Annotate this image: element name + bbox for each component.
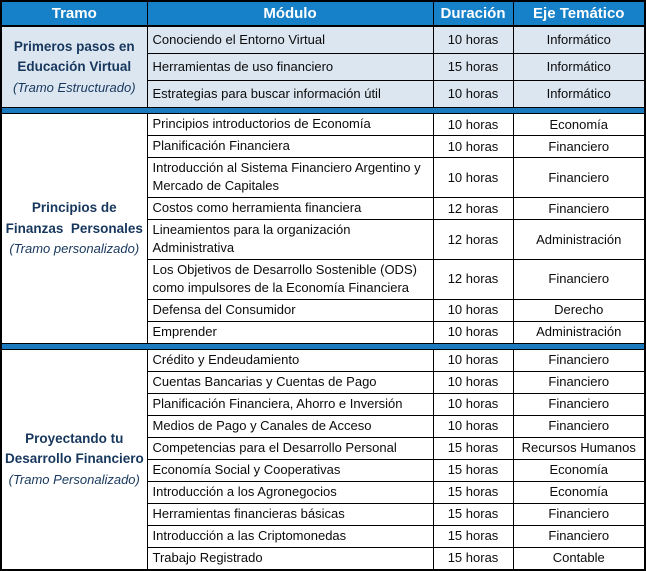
col-header-tramo: Tramo [1, 1, 147, 26]
duracion-cell: 15 horas [433, 503, 513, 525]
modulo-cell: Defensa del Consumidor [147, 299, 433, 321]
modulo-cell: Economía Social y Cooperativas [147, 459, 433, 481]
eje-tematico-cell: Financiero [513, 136, 645, 158]
eje-tematico-cell: Administración [513, 219, 645, 259]
tramo-subtitle: (Tramo Estructurado) [12, 79, 136, 95]
tramo-cell [1, 349, 147, 570]
eje-tematico-cell: Financiero [513, 158, 645, 198]
tramo-name-line: Finanzas Personales [5, 220, 143, 236]
duracion-cell: 10 horas [433, 136, 513, 158]
eje-tematico-cell: Financiero [513, 259, 645, 299]
eje-tematico-cell: Financiero [513, 371, 645, 393]
duracion-cell: 12 horas [433, 219, 513, 259]
col-header-duracion: Duración [433, 1, 513, 26]
modulo-cell: Cuentas Bancarias y Cuentas de Pago [147, 371, 433, 393]
tramo-name-line: Primeros pasos en [13, 39, 135, 54]
eje-tematico-cell: Recursos Humanos [513, 437, 645, 459]
eje-tematico-cell: Financiero [513, 415, 645, 437]
tramo-name-line: Proyectando tu [25, 431, 124, 447]
eje-tematico-cell: Economía [513, 481, 645, 503]
col-header-eje-tematico: Eje Temático [513, 1, 645, 26]
duracion-cell: 15 horas [433, 54, 513, 81]
modulo-cell: Medios de Pago y Canales de Acceso [147, 415, 433, 437]
tramo-cell [1, 26, 147, 108]
modulo-cell: Principios introductorios de Economía [147, 114, 433, 136]
eje-tematico-cell: Informático [513, 81, 645, 108]
eje-tematico-cell: Derecho [513, 299, 645, 321]
table-row [1, 349, 645, 371]
col-header-modulo: Módulo [147, 1, 433, 26]
tramo-name-line: Educación Virtual [17, 59, 132, 75]
modulo-cell: Estrategias para buscar información útil [147, 81, 433, 108]
modulo-cell: Introducción al Sistema Financiero Argentino y Mercado de Capitales [147, 158, 433, 198]
modulo-cell: Los Objetivos de Desarrollo Sostenible (ODS) como impulsores de la Economía Financiera [147, 259, 433, 299]
tramo-name-line: Desarrollo Financiero [5, 451, 144, 467]
tramo-subtitle: (Tramo Personalizado) [8, 471, 140, 487]
modulo-cell: Emprender [147, 321, 433, 343]
duracion-cell: 15 horas [433, 459, 513, 481]
duracion-cell: 10 horas [433, 349, 513, 371]
duracion-cell: 10 horas [433, 114, 513, 136]
eje-tematico-cell: Financiero [513, 197, 645, 219]
duracion-cell: 10 horas [433, 158, 513, 198]
table-row [1, 26, 645, 54]
modulo-cell: Lineamientos para la organización Administrativa [147, 219, 433, 259]
duracion-cell: 10 horas [433, 26, 513, 54]
eje-tematico-cell: Economía [513, 459, 645, 481]
table-row [1, 114, 645, 136]
modulo-cell: Crédito y Endeudamiento [147, 349, 433, 371]
eje-tematico-cell: Financiero [513, 349, 645, 371]
eje-tematico-cell: Financiero [513, 525, 645, 547]
duracion-cell: 12 horas [433, 259, 513, 299]
table-body [1, 26, 645, 570]
duracion-cell: 10 horas [433, 371, 513, 393]
eje-tematico-cell: Financiero [513, 393, 645, 415]
duracion-cell: 15 horas [433, 525, 513, 547]
eje-tematico-cell: Contable [513, 547, 645, 570]
duracion-cell: 15 horas [433, 547, 513, 570]
modulo-cell: Introducción a las Criptomonedas [147, 525, 433, 547]
duracion-cell: 10 horas [433, 81, 513, 108]
duracion-cell: 15 horas [433, 437, 513, 459]
duracion-cell: 10 horas [433, 393, 513, 415]
tramo-subtitle: (Tramo personalizado) [9, 240, 140, 256]
modulo-cell: Competencias para el Desarrollo Personal [147, 437, 433, 459]
duracion-cell: 15 horas [433, 481, 513, 503]
eje-tematico-cell: Informático [513, 26, 645, 54]
modulo-cell: Herramientas financieras básicas [147, 503, 433, 525]
modulo-cell: Planificación Financiera [147, 136, 433, 158]
tramo-cell [1, 114, 147, 344]
eje-tematico-cell: Economía [513, 114, 645, 136]
duracion-cell: 10 horas [433, 321, 513, 343]
duracion-cell: 10 horas [433, 299, 513, 321]
modulo-cell: Conociendo el Entorno Virtual [147, 26, 433, 54]
eje-tematico-cell: Informático [513, 54, 645, 81]
header-row [1, 1, 645, 26]
modulo-cell: Introducción a los Agronegocios [147, 481, 433, 503]
modulo-cell: Trabajo Registrado [147, 547, 433, 570]
eje-tematico-cell: Administración [513, 321, 645, 343]
duracion-cell: 10 horas [433, 415, 513, 437]
modulo-cell: Costos como herramienta financiera [147, 197, 433, 219]
tramo-name-line: Principios de [31, 200, 117, 216]
modulo-cell: Planificación Financiera, Ahorro e Inversión [147, 393, 433, 415]
duracion-cell: 12 horas [433, 197, 513, 219]
modulo-cell: Herramientas de uso financiero [147, 54, 433, 81]
eje-tematico-cell: Financiero [513, 503, 645, 525]
